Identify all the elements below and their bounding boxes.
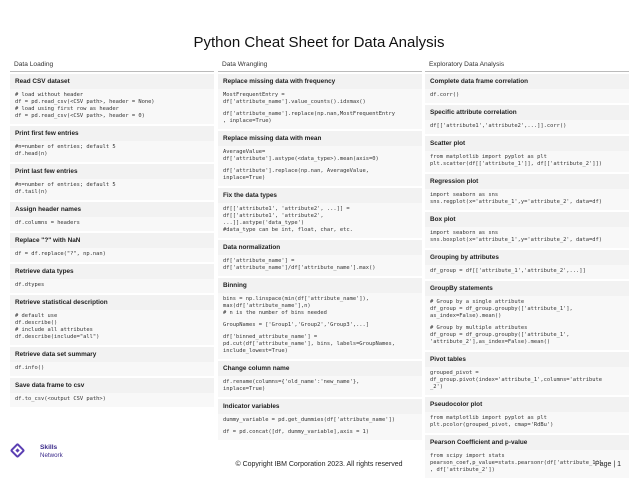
section-title: Replace "?" with NaN bbox=[10, 233, 214, 248]
code-snippet: df['attribute'].replace(np.nan, AverageValue, inplace=True) bbox=[223, 168, 370, 181]
section-body bbox=[10, 141, 214, 162]
section-title: Indicator variables bbox=[218, 399, 422, 414]
cheat-section bbox=[425, 136, 629, 172]
column-heading: Exploratory Data Analysis bbox=[425, 59, 629, 72]
section-title: Grouping by attributes bbox=[425, 250, 629, 265]
code-snippet: df.info() bbox=[15, 365, 45, 371]
section-body bbox=[10, 248, 214, 262]
cheat-section bbox=[218, 399, 422, 440]
code-snippet: MostFrequentEntry = df['attribute_name'].value_counts().idxmax() bbox=[223, 92, 366, 105]
section-title: GroupBy statements bbox=[425, 281, 629, 296]
page-number: Page | 1 bbox=[595, 461, 621, 468]
code-snippet: df['binned_attribute_name'] = pd.cut(df['attribute_name'], bins, labels=GroupNames, include_lowest=True) bbox=[223, 334, 396, 354]
code-snippet: grouped_pivot = df_group.pivot(index='attribute_1',columns='attribute _2') bbox=[430, 370, 603, 390]
section-body bbox=[425, 227, 629, 248]
code-snippet: df['attribute_name'] = df['attribute_name']/df['attribute_name'].max() bbox=[223, 258, 376, 271]
code-snippet: df.corr() bbox=[430, 92, 460, 98]
cheat-section bbox=[218, 188, 422, 238]
section-title: Replace missing data with mean bbox=[218, 131, 422, 146]
section-body bbox=[425, 120, 629, 134]
cheat-section bbox=[10, 74, 214, 124]
column-heading: Data Wrangling bbox=[218, 59, 422, 72]
section-body bbox=[10, 179, 214, 200]
section-body bbox=[10, 362, 214, 376]
code-snippet: df[['attribute1', 'attribute2', ...]] = df[['attribute1', 'attribute2', ...]].astype('data_type') #data_type can be int, float, char, etc. bbox=[223, 206, 353, 233]
code-snippet: # Group by a single attribute df_group = df_group.groupby(['attribute_1'], as_index=False).mean() bbox=[430, 299, 573, 319]
logo-text-network: Network bbox=[40, 452, 63, 459]
column-3 bbox=[425, 59, 629, 478]
code-snippet: AverageValue= df['attribute'].astype(<data_type>).mean(axis=0) bbox=[223, 149, 379, 162]
section-title: Retrieve data types bbox=[10, 264, 214, 279]
section-body bbox=[10, 310, 214, 345]
cheat-section bbox=[425, 352, 629, 395]
section-body bbox=[425, 296, 629, 350]
copyright-footer: © Copyright IBM Corporation 2023. All rights reserved bbox=[235, 461, 403, 468]
section-body bbox=[218, 89, 422, 129]
code-snippet: df_group = df[['attribute_1','attribute_2',...]] bbox=[430, 268, 586, 274]
code-snippet: from matplotlib import pyplot as plt plt.scatter(df[['attribute_1']], df[['attribute_2']]) bbox=[430, 154, 603, 167]
section-title: Read CSV dataset bbox=[10, 74, 214, 89]
section-body bbox=[425, 151, 629, 172]
section-title: Specific attribute correlation bbox=[425, 105, 629, 120]
cheat-section bbox=[10, 264, 214, 293]
code-snippet: df.to_csv(<output CSV path>) bbox=[15, 396, 106, 402]
section-title: Print first few entries bbox=[10, 126, 214, 141]
section-body bbox=[218, 146, 422, 186]
section-body bbox=[218, 255, 422, 276]
code-snippet: df[['attribute1','attribute2',...]].corr() bbox=[430, 123, 567, 129]
code-snippet: df.columns = headers bbox=[15, 220, 80, 226]
section-body bbox=[10, 217, 214, 231]
section-title: Box plot bbox=[425, 212, 629, 227]
cheat-section bbox=[10, 347, 214, 376]
section-body bbox=[218, 293, 422, 359]
code-snippet: # load without header df = pd.read_csv(<CSV path>, header = None) # load using first row as header df = pd.read_csv(<CSV path>, header = 0) bbox=[15, 92, 155, 119]
code-snippet: dummy_variable = pd.get_dummies(df['attribute_name']) bbox=[223, 417, 396, 423]
section-title: Assign header names bbox=[10, 202, 214, 217]
code-snippet: #n=number of entries; default 5 df.head(n) bbox=[15, 144, 116, 157]
section-title: Save data frame to csv bbox=[10, 378, 214, 393]
cheat-section bbox=[425, 281, 629, 350]
cheat-section bbox=[10, 295, 214, 345]
cheat-section bbox=[425, 212, 629, 248]
cheat-section bbox=[218, 278, 422, 359]
cheat-section bbox=[10, 202, 214, 231]
code-snippet: df.rename(columns={'old_name':'new_name'}, inplace=True) bbox=[223, 379, 360, 392]
section-body bbox=[218, 376, 422, 397]
code-snippet: df['attribute_name'].replace(np.nan,MostFrequentEntry , inplace=True) bbox=[223, 111, 396, 124]
section-title: Pivot tables bbox=[425, 352, 629, 367]
page-title: Python Cheat Sheet for Data Analysis bbox=[193, 34, 445, 51]
section-title: Binning bbox=[218, 278, 422, 293]
cheat-section bbox=[218, 361, 422, 397]
code-snippet: df = pd.concat([df, dummy_variable],axis = 1) bbox=[223, 429, 370, 435]
column-heading: Data Loading bbox=[10, 59, 214, 72]
code-snippet: df.dtypes bbox=[15, 282, 45, 288]
section-body bbox=[425, 412, 629, 433]
section-title: Print last few entries bbox=[10, 164, 214, 179]
code-snippet: import seaborn as sns sns.regplot(x='attribute_1',y='attribute_2', data=df) bbox=[430, 192, 603, 205]
code-snippet: # default use df.describe() # include all attributes df.describe(include="all") bbox=[15, 313, 100, 340]
code-snippet: #n=number of entries; default 5 df.tail(n) bbox=[15, 182, 116, 195]
section-title: Fix the data types bbox=[218, 188, 422, 203]
section-body bbox=[425, 89, 629, 103]
section-body bbox=[425, 189, 629, 210]
cheat-section bbox=[425, 105, 629, 134]
section-body bbox=[10, 89, 214, 124]
column-2 bbox=[218, 59, 422, 440]
cheat-section bbox=[218, 74, 422, 129]
section-title: Data normalization bbox=[218, 240, 422, 255]
cheat-section bbox=[10, 126, 214, 162]
code-snippet: # Group by multiple attributes df_group = df_group.groupby(['attribute_1', 'attribute_2'],as_index=False).mean() bbox=[430, 325, 570, 345]
section-title: Regression plot bbox=[425, 174, 629, 189]
section-title: Change column name bbox=[218, 361, 422, 376]
cheat-section bbox=[425, 74, 629, 103]
section-title: Retrieve statistical description bbox=[10, 295, 214, 310]
logo-text-skills: Skills bbox=[40, 444, 58, 451]
section-title: Scatter plot bbox=[425, 136, 629, 151]
section-body bbox=[218, 414, 422, 440]
cheat-section bbox=[425, 250, 629, 279]
code-snippet: import seaborn as sns sns.boxplot(x='attribute_1',y='attribute_2', data=df) bbox=[430, 230, 603, 243]
cheat-section bbox=[425, 435, 629, 478]
cheat-section bbox=[10, 233, 214, 262]
cheat-section bbox=[425, 174, 629, 210]
code-snippet: bins = np.linspace(min(df['attribute_name']), max(df['attribute_name'],n) # n is the number of bins needed bbox=[223, 296, 370, 316]
code-snippet: GroupNames = ['Group1','Group2','Group3',...] bbox=[223, 322, 370, 328]
cheat-section bbox=[425, 397, 629, 433]
section-body bbox=[10, 393, 214, 407]
section-body bbox=[425, 265, 629, 279]
skills-network-logo-icon bbox=[10, 443, 26, 459]
cheat-section bbox=[218, 240, 422, 276]
code-snippet: from scipy import stats pearson_coef,p_value=stats.pearsonr(df['attribute_1'] , df['attribute_2']) bbox=[430, 453, 603, 473]
cheat-section bbox=[10, 378, 214, 407]
code-snippet: df = df.replace("?", np.nan) bbox=[15, 251, 106, 257]
column-1 bbox=[10, 59, 214, 407]
section-body bbox=[218, 203, 422, 238]
section-title: Pearson Coefficient and p-value bbox=[425, 435, 629, 450]
section-body bbox=[425, 367, 629, 395]
section-title: Pseudocolor plot bbox=[425, 397, 629, 412]
code-snippet: from matplotlib import pyplot as plt plt.pcolor(grouped_pivot, cmap='RdBu') bbox=[430, 415, 554, 428]
cheat-section bbox=[218, 131, 422, 186]
section-title: Replace missing data with frequency bbox=[218, 74, 422, 89]
cheat-section bbox=[10, 164, 214, 200]
section-body bbox=[10, 279, 214, 293]
section-title: Complete data frame correlation bbox=[425, 74, 629, 89]
skills-network-logo bbox=[12, 443, 72, 473]
section-title: Retrieve data set summary bbox=[10, 347, 214, 362]
